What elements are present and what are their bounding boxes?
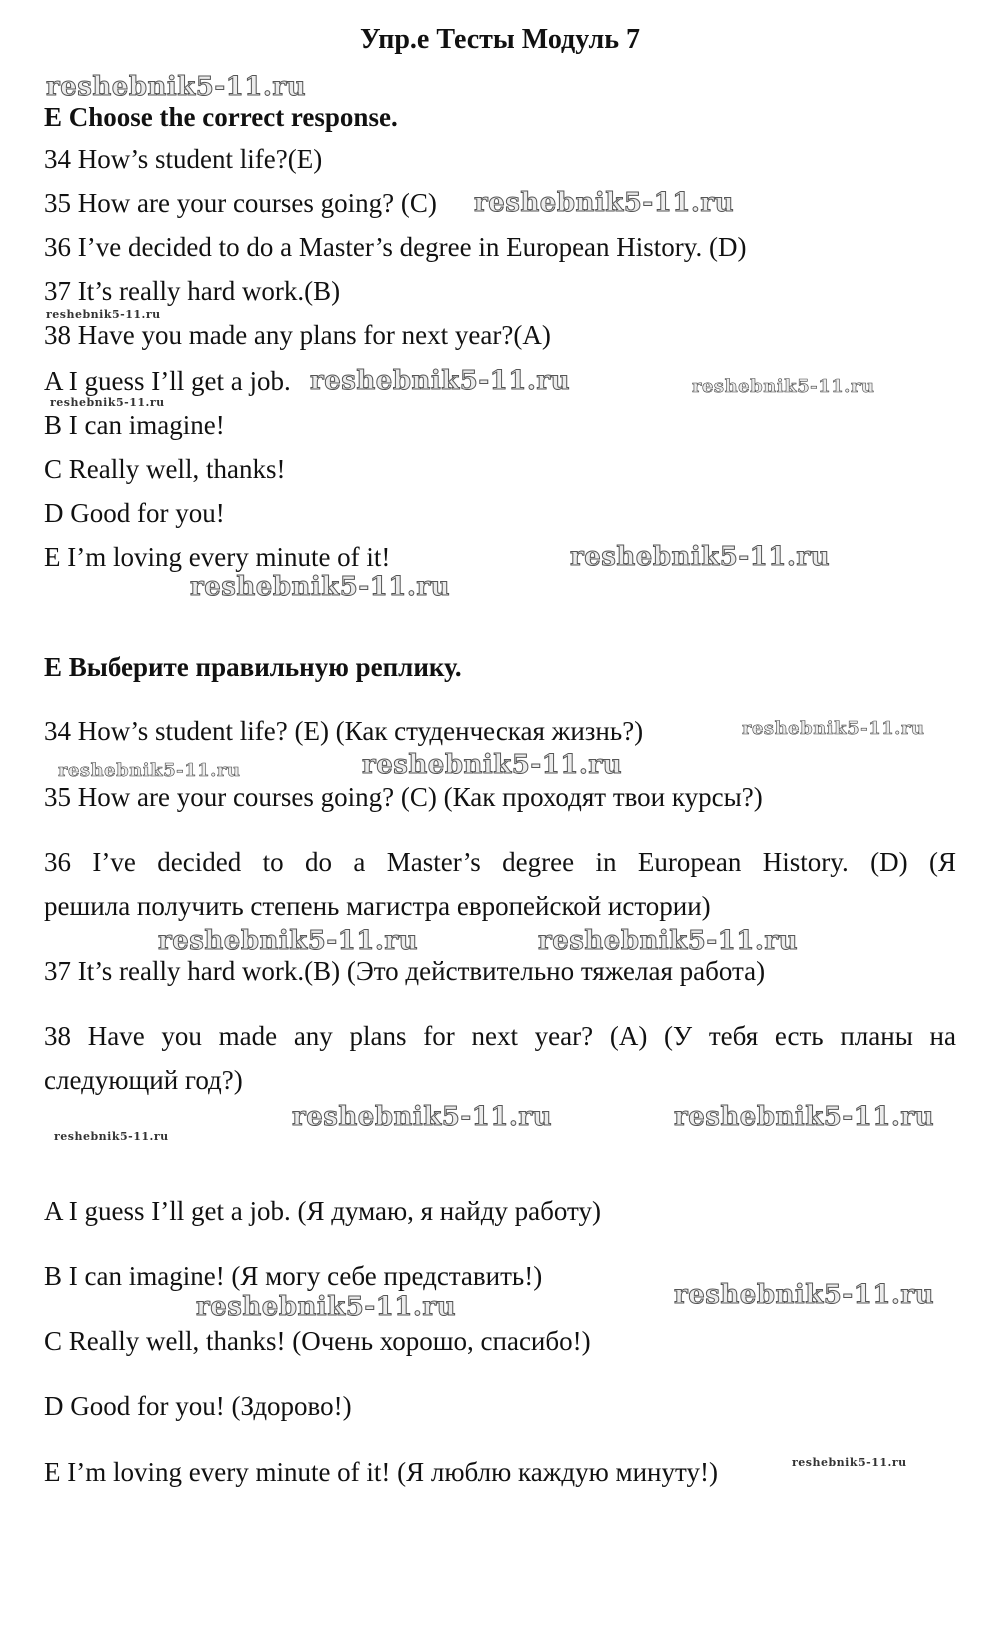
watermark: reshebnik5-11.ru (674, 1102, 935, 1132)
question-36: 36 I’ve decided to do a Master’s degree in European History. (D) (44, 232, 747, 262)
watermark: reshebnik5-11.ru (292, 1102, 553, 1132)
ru-answer-c: C Really well, thanks! (Очень хорошо, спасибо!) (44, 1326, 591, 1356)
watermark: reshebnik5-11.ru (792, 1456, 907, 1469)
section-en-heading: E Choose the correct response. (44, 102, 398, 132)
watermark: reshebnik5-11.ru (196, 1292, 457, 1322)
watermark: reshebnik5-11.ru (190, 572, 451, 602)
answer-c: C Really well, thanks! (44, 454, 286, 484)
ru-answer-a: A I guess I’ll get a job. (Я думаю, я найду работу) (44, 1196, 601, 1226)
question-37: 37 It’s really hard work.(B) (44, 276, 341, 306)
ru-question-38-line1: 38 Have you made any plans for next year? (A) (У тебя есть планы на (44, 1021, 956, 1051)
watermark: reshebnik5-11.ru (58, 760, 241, 781)
watermark: reshebnik5-11.ru (362, 750, 623, 780)
watermark: reshebnik5-11.ru (54, 1130, 169, 1143)
watermark: reshebnik5-11.ru (50, 396, 165, 409)
watermark: reshebnik5-11.ru (538, 926, 799, 956)
watermark: reshebnik5-11.ru (158, 926, 419, 956)
question-38: 38 Have you made any plans for next year?(A) (44, 320, 551, 350)
question-34: 34 How’s student life?(E) (44, 144, 323, 174)
ru-question-36-line1: 36 I’ve decided to do a Master’s degree in European History. (D) (Я (44, 847, 956, 877)
question-35: 35 How are your courses going? (C) (44, 188, 437, 218)
watermark: reshebnik5-11.ru (742, 718, 925, 739)
watermark: reshebnik5-11.ru (310, 366, 571, 396)
answer-e: E I’m loving every minute of it! (44, 542, 391, 572)
watermark: reshebnik5-11.ru (46, 308, 161, 321)
answer-a: A I guess I’ll get a job. (44, 366, 291, 396)
ru-answer-d: D Good for you! (Здорово!) (44, 1391, 352, 1421)
watermark: reshebnik5-11.ru (46, 72, 307, 102)
ru-answer-b: B I can imagine! (Я могу себе представить!) (44, 1261, 543, 1291)
watermark: reshebnik5-11.ru (570, 542, 831, 572)
answer-b: B I can imagine! (44, 410, 225, 440)
watermark: reshebnik5-11.ru (692, 376, 875, 397)
ru-answer-e: E I’m loving every minute of it! (Я люблю каждую минуту!) (44, 1457, 718, 1487)
ru-question-38-line2: следующий год?) (44, 1065, 243, 1095)
answer-d: D Good for you! (44, 498, 225, 528)
watermark: reshebnik5-11.ru (474, 188, 735, 218)
ru-question-35: 35 How are your courses going? (C) (Как проходят твои курсы?) (44, 782, 763, 812)
ru-question-37: 37 It’s really hard work.(B) (Это действительно тяжелая работа) (44, 956, 766, 986)
section-ru-heading: E Выберите правильную реплику. (44, 652, 462, 682)
ru-question-36-line2: решила получить степень магистра европейской истории) (44, 891, 711, 921)
page-title: Упр.е Тесты Модуль 7 (359, 24, 641, 55)
watermark: reshebnik5-11.ru (674, 1280, 935, 1310)
ru-question-34: 34 How’s student life? (E) (Как студенческая жизнь?) (44, 716, 644, 746)
